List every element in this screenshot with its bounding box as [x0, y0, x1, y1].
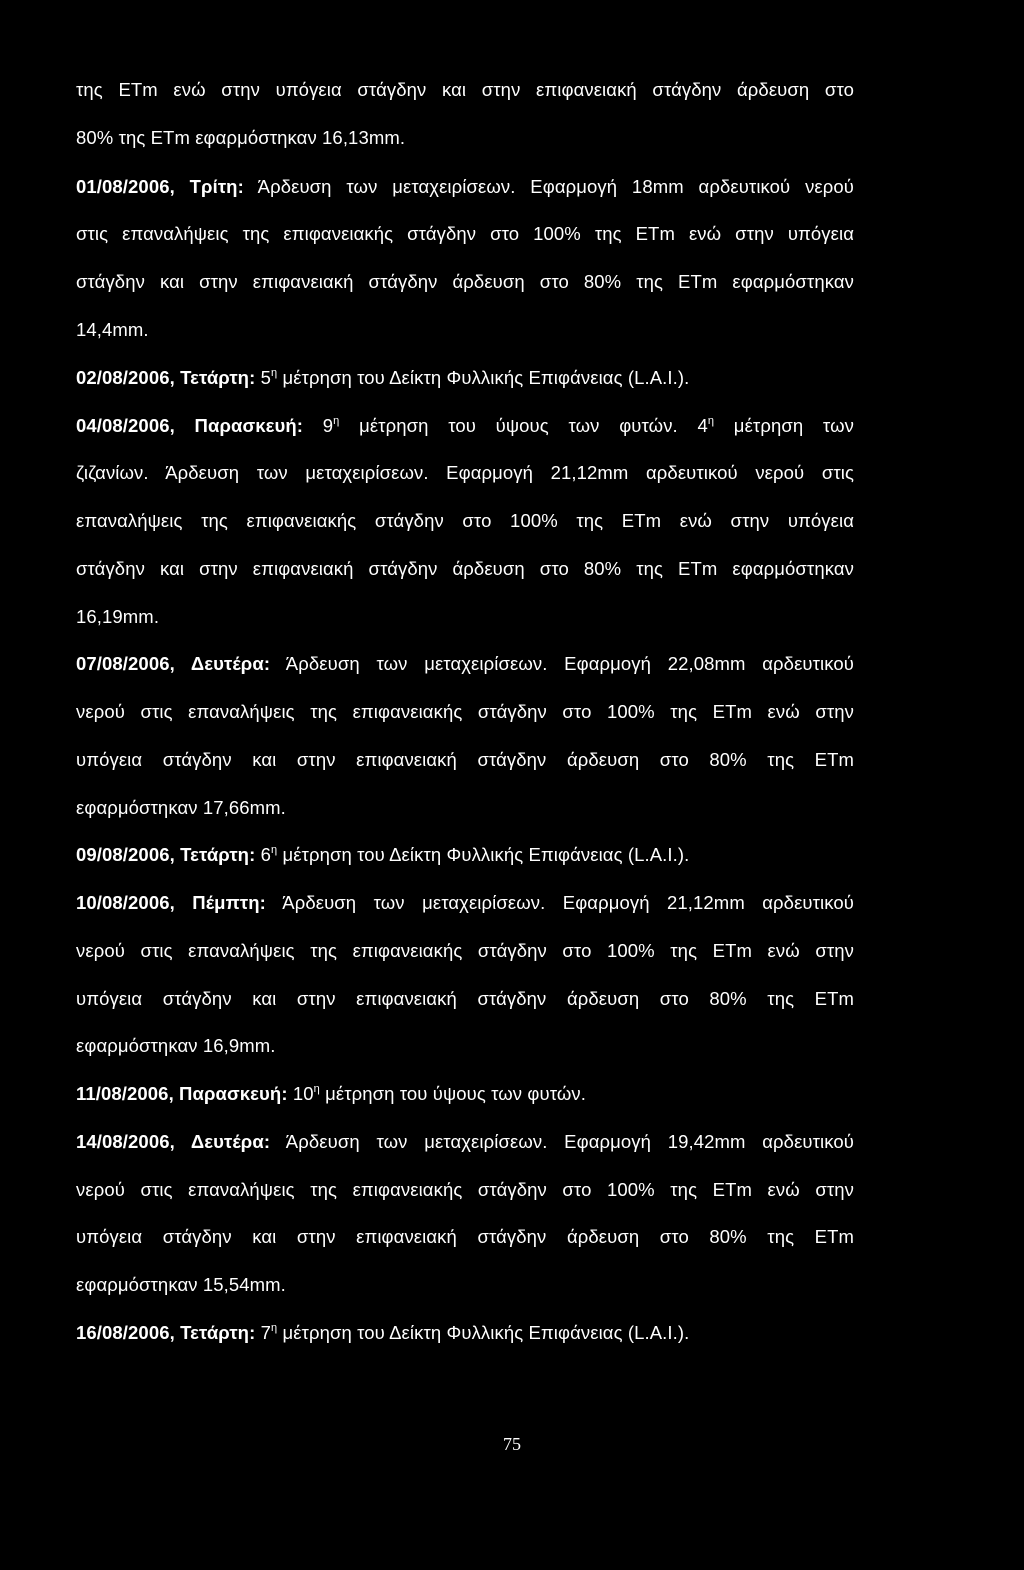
text-line: [76, 509, 854, 533]
text-line: [76, 270, 854, 294]
entry-date: 09/08/2006, Τετάρτη:: [76, 844, 256, 865]
ordinal-superscript: η: [333, 415, 340, 427]
text-span: μέτρηση του Δείκτη Φυλλικής Επιφάνειας (L.A.I.).: [277, 844, 690, 865]
diary-entry-first-line: [76, 175, 854, 199]
text-span: επαναλήψεις της επιφανειακής στάγδην στο 100% της ETm ενώ στην υπόγεια: [76, 510, 854, 531]
diary-entry-first-line: [76, 891, 854, 915]
text-line: [76, 557, 854, 581]
text-line: [76, 222, 854, 246]
text-span: νερού στις επαναλήψεις της επιφανειακής στάγδην στο 100% της ETm ενώ στην: [76, 1179, 854, 1200]
diary-entry-first-line: [76, 1130, 854, 1154]
text-span: στις επαναλήψεις της επιφανειακής στάγδην στο 100% της ETm ενώ στην υπόγεια: [76, 223, 854, 244]
text-line: [76, 78, 854, 102]
text-span: 9: [303, 415, 334, 436]
text-span: 16,19mm.: [76, 606, 160, 627]
entry-date: 11/08/2006, Παρασκευή:: [76, 1083, 288, 1104]
text-span: 5: [255, 367, 271, 388]
text-line: [76, 1034, 276, 1058]
text-span: υπόγεια στάγδην και στην επιφανειακή στάγδην άρδευση στο 80% της ETm: [76, 988, 854, 1009]
text-line: [76, 1225, 854, 1249]
text-span: Άρδευση των μεταχειρίσεων. Εφαρμογή 21,12mm αρδευτικού: [265, 892, 854, 913]
text-span: εφαρμόστηκαν 17,66mm.: [76, 797, 286, 818]
ordinal-superscript: η: [313, 1083, 320, 1095]
text-span: εφαρμόστηκαν 16,9mm.: [76, 1035, 276, 1056]
text-line: [76, 318, 149, 342]
ordinal-superscript: η: [270, 844, 278, 856]
text-span: 6: [255, 844, 271, 865]
text-span: 14,4mm.: [76, 319, 149, 340]
diary-entry-first-line: [76, 843, 689, 867]
text-line: [76, 461, 854, 485]
text-span: της ETm ενώ στην υπόγεια στάγδην και στην επιφανειακή στάγδην άρδευση στο: [76, 79, 854, 100]
entry-date: 04/08/2006, Παρασκευή:: [76, 415, 304, 436]
entry-date: 10/08/2006, Πέμπτη:: [76, 892, 266, 913]
text-line: [76, 939, 854, 963]
entry-date: 14/08/2006, Δευτέρα:: [76, 1131, 271, 1152]
text-span: Άρδευση των μεταχειρίσεων. Εφαρμογή 18mm αρδευτικού νερού: [243, 176, 854, 197]
text-span: μέτρηση του Δείκτη Φυλλικής Επιφάνειας (L.A.I.).: [277, 1322, 690, 1343]
entry-date: 07/08/2006, Δευτέρα:: [76, 653, 271, 674]
text-span: στάγδην και στην επιφανειακή στάγδην άρδευση στο 80% της ETm εφαρμόστηκαν: [76, 271, 854, 292]
text-span: Άρδευση των μεταχειρίσεων. Εφαρμογή 19,42mm αρδευτικού: [270, 1131, 854, 1152]
text-span: εφαρμόστηκαν 15,54mm.: [76, 1274, 286, 1295]
text-span: υπόγεια στάγδην και στην επιφανειακή στάγδην άρδευση στο 80% της ETm: [76, 749, 854, 770]
text-span: 80% της ETm εφαρμόστηκαν 16,13mm.: [76, 127, 406, 148]
entry-date: 01/08/2006, Τρίτη:: [76, 176, 244, 197]
text-span: μέτρηση του Δείκτη Φυλλικής Επιφάνειας (L.A.I.).: [277, 367, 690, 388]
text-line: [76, 748, 854, 772]
text-span: νερού στις επαναλήψεις της επιφανειακής στάγδην στο 100% της ETm ενώ στην: [76, 701, 854, 722]
text-span: μέτρηση του ύψους των φυτών. 4: [339, 415, 708, 436]
text-span: Άρδευση των μεταχειρίσεων. Εφαρμογή 22,08mm αρδευτικού: [270, 653, 854, 674]
text-span: μέτρηση των: [714, 415, 854, 436]
text-line: [76, 1273, 286, 1297]
text-line: [76, 605, 159, 629]
text-span: στάγδην και στην επιφανειακή στάγδην άρδευση στο 80% της ETm εφαρμόστηκαν: [76, 558, 854, 579]
diary-entry-first-line: [76, 1082, 586, 1106]
text-line: [76, 987, 854, 1011]
text-line: [76, 1178, 854, 1202]
entry-date: 16/08/2006, Τετάρτη:: [76, 1322, 256, 1343]
diary-entry-first-line: [76, 1321, 689, 1345]
ordinal-superscript: η: [270, 367, 278, 379]
text-span: 10: [287, 1083, 314, 1104]
text-line: [76, 700, 854, 724]
diary-entry-first-line: [76, 366, 689, 390]
page-number: 75: [503, 1434, 521, 1454]
text-span: υπόγεια στάγδην και στην επιφανειακή στάγδην άρδευση στο 80% της ETm: [76, 1226, 854, 1247]
text-span: 7: [255, 1322, 271, 1343]
diary-entry-first-line: [76, 652, 854, 676]
ordinal-superscript: η: [270, 1322, 278, 1334]
text-line: [76, 796, 286, 820]
entry-date: 02/08/2006, Τετάρτη:: [76, 367, 256, 388]
ordinal-superscript: η: [707, 415, 715, 427]
text-span: ζιζανίων. Άρδευση των μεταχειρίσεων. Εφαρμογή 21,12mm αρδευτικού νερού στις: [76, 462, 854, 483]
text-line: [76, 126, 405, 150]
text-span: μέτρηση του ύψους των φυτών.: [319, 1083, 586, 1104]
diary-entry-first-line: [76, 414, 854, 438]
text-span: νερού στις επαναλήψεις της επιφανειακής στάγδην στο 100% της ETm ενώ στην: [76, 940, 854, 961]
